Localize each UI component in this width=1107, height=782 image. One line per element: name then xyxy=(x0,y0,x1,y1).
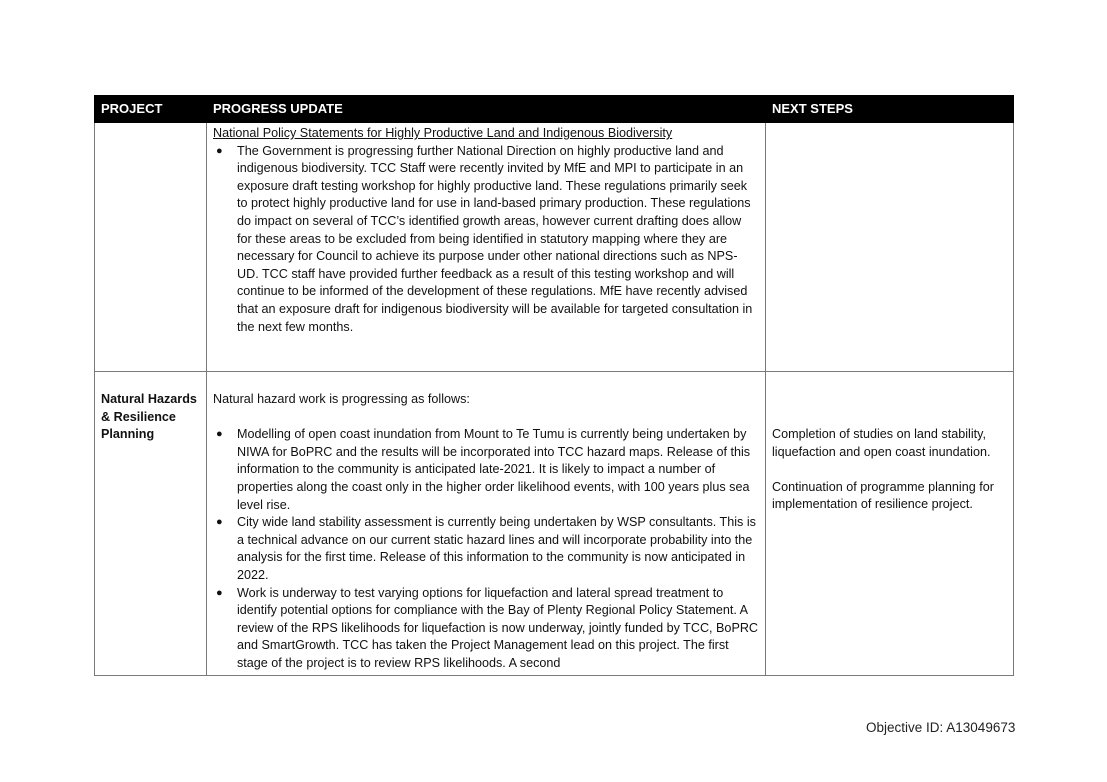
table-row xyxy=(95,123,1014,372)
list-item xyxy=(216,585,759,673)
bullet-icon: ● xyxy=(216,586,223,599)
list-item xyxy=(216,143,759,337)
list-item xyxy=(216,426,759,514)
next-step-item: Completion of studies on land stability, liquefaction and open coast inundation. xyxy=(772,427,991,459)
section-subheading: National Policy Statements for Highly Productive Land and Indigenous Biodiversity xyxy=(213,126,673,140)
next-steps-spacer xyxy=(772,461,1007,479)
objective-id: Objective ID: A13049673 xyxy=(866,720,1016,735)
progress-table xyxy=(94,95,1014,676)
next-steps-cell xyxy=(766,372,1014,676)
progress-bullet-list xyxy=(213,426,759,672)
project-cell xyxy=(95,372,207,676)
project-name: Natural Hazards & Resilience Planning xyxy=(101,392,197,442)
project-cell xyxy=(95,123,207,372)
table-header-row xyxy=(95,96,1014,123)
progress-cell xyxy=(207,372,766,676)
table-row xyxy=(95,372,1014,676)
progress-bullet-list xyxy=(213,143,759,337)
next-steps-cell xyxy=(766,123,1014,372)
bullet-icon: ● xyxy=(216,516,223,529)
list-item-text: The Government is progressing further National Direction on highly productive land and indigenous biodiversity. TCC Staff were recently invited by MfE and MPI to participate in an exposure draft testing workshop for highly productive land. These regulations primarily seek to protect highly productive land for use in land-based primary production. These regulations do impact on several of TCC’s identified growth areas, however current drafting does allow for these areas to be excluded from being identified in statutory mapping where they are necessary for Council to achieve its purpose under other national directions such as NPS-UD. TCC staff have provided further feedback as a result of this testing workshop and will continue to be informed of the development of these regulations. MfE have recently advised that an exposure draft for indigenous biodiversity will be available for targeted consultation in the next few months. xyxy=(237,143,753,334)
header-project: PROJECT xyxy=(95,96,207,123)
next-step-item: Continuation of programme planning for implementation of resilience project. xyxy=(772,479,994,512)
list-item-text: Work is underway to test varying options for liquefaction and lateral spread treatment to identify potential options for compliance with the Bay of Plenty Regional Policy Statement. A review of the RPS likelihoods for liquefaction is now underway, jointly funded by TCC, BoPRC and SmartGrowth. TCC has taken the Project Management lead on this project. The first stage of the project is to review RPS likelihoods. A second xyxy=(237,585,759,670)
progress-intro: Natural hazard work is progressing as follows: xyxy=(213,392,470,406)
bullet-icon: ● xyxy=(216,428,223,441)
list-item-text: City wide land stability assessment is currently being undertaken by WSP consultants. This is a technical advance on our current static hazard lines and will incorporate probability into the analysis for the first time. Release of this information to the community is now anticipated in 2022. xyxy=(237,515,756,582)
list-item xyxy=(216,514,759,584)
list-item-text: Modelling of open coast inundation from Mount to Te Tumu is currently being undertaken by NIWA for BoPRC and the results will be incorporated into TCC hazard maps. Release of this information to the community is anticipated late-2021. It is likely to impact a number of properties along the coast only in the higher order likelihood events, with 100 years plus sea level rise. xyxy=(237,427,751,512)
header-progress-update: PROGRESS UPDATE xyxy=(207,96,766,123)
progress-cell xyxy=(207,123,766,372)
bullet-icon: ● xyxy=(216,144,223,157)
header-next-steps: NEXT STEPS xyxy=(766,96,1014,123)
